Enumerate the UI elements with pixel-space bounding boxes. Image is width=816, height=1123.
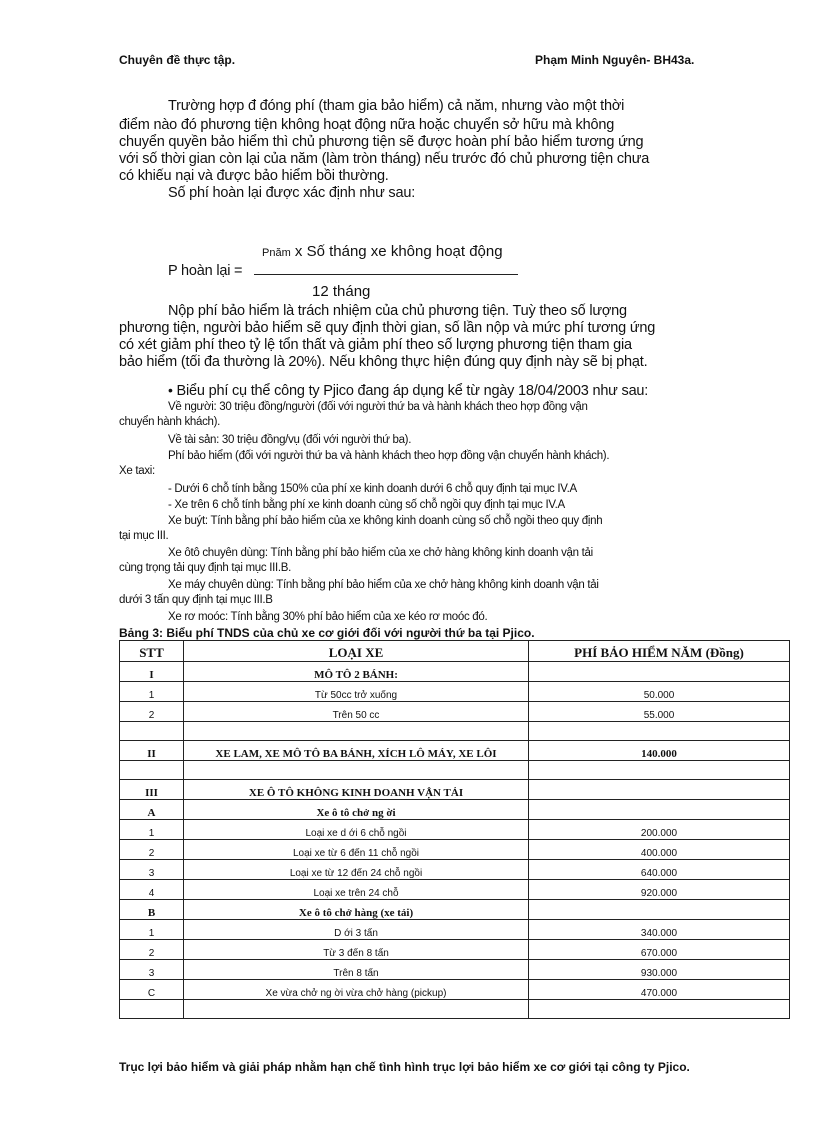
table-row (120, 722, 790, 741)
row-stt: 2 (120, 840, 184, 860)
table-row (120, 1000, 790, 1019)
formula-lhs: P hoàn lại = (168, 263, 243, 279)
table-row (120, 820, 790, 840)
footer-text: Trục lợi bảo hiểm và giải pháp nhằm hạn chế tình hình trục lợi bảo hiểm xe cơ giới tại công ty Pjico. (119, 1060, 690, 1074)
small-line: dưới 3 tấn quy định tại mục III.B (119, 594, 273, 606)
row-fee (529, 761, 790, 780)
row-fee (529, 722, 790, 741)
row-stt: 2 (120, 702, 184, 722)
formula-numerator: Pnăm x Số tháng xe không hoạt động (262, 243, 503, 260)
row-stt: 1 (120, 920, 184, 940)
table-row (120, 702, 790, 722)
row-vehicle-type: Loại xe d ới 6 chỗ ngồi (184, 820, 529, 840)
row-vehicle-type: Trên 8 tấn (184, 960, 529, 980)
row-vehicle-type: Từ 3 đến 8 tấn (184, 940, 529, 960)
row-fee: 400.000 (529, 840, 790, 860)
row-fee (529, 800, 790, 820)
row-vehicle-type: Xe ô tô chở ng ời (184, 800, 529, 820)
small-line: Về tài sản: 30 triệu đồng/vụ (đối với người thứ ba). (168, 434, 412, 446)
row-stt: 4 (120, 880, 184, 900)
row-stt: I (120, 662, 184, 682)
bullet-item: • Biểu phí cụ thể công ty Pjico đang áp dụng kể từ ngày 18/04/2003 như sau: (168, 382, 649, 399)
table-row (120, 920, 790, 940)
p2-line: Số phí hoàn lại được xác định như sau: (168, 185, 416, 201)
small-line: Về người: 30 triệu đồng/người (đối với người thứ ba và hành khách theo hợp đồng vận (168, 401, 588, 413)
row-vehicle-type: Loại xe trên 24 chỗ (184, 880, 529, 900)
small-line: tại mục III. (119, 530, 169, 542)
small-line: Xe máy chuyên dùng: Tính bằng phí bảo hiểm của xe chở hàng không kinh doanh vận tải (168, 579, 599, 591)
formula-numerator-sub: Pnăm (262, 247, 291, 259)
row-stt: A (120, 800, 184, 820)
row-fee: 920.000 (529, 880, 790, 900)
header-right: Phạm Minh Nguyên- BH43a. (535, 53, 695, 67)
row-vehicle-type: Xe ô tô chở hàng (xe tải) (184, 900, 529, 920)
row-stt: 2 (120, 940, 184, 960)
table-row (120, 940, 790, 960)
table-row (120, 980, 790, 1000)
p3-line: bảo hiểm (tối đa thường là 20%). Nếu không thực hiện đúng quy định này sẽ bị phạt. (119, 354, 648, 370)
p3-line: có xét giảm phí theo tỷ lệ tổn thất và giảm phí theo số lượng phương tiện tham gia (119, 337, 632, 353)
p1-line: điểm nào đó phương tiện không hoạt động nữa hoặc chuyển sở hữu mà không (119, 117, 615, 133)
table-row (120, 860, 790, 880)
row-fee: 50.000 (529, 682, 790, 702)
p1-line: chuyển quyền bảo hiểm thì chủ phương tiện sẽ được hoàn phí bảo hiểm tương ứng (119, 134, 644, 150)
p1-line: có khiếu nại và được bảo hiểm bồi thường. (119, 168, 389, 184)
header-stt: STT (120, 641, 184, 662)
small-line: - Xe trên 6 chỗ tính bằng phí xe kinh doanh cùng số chỗ ngồi quy định tại mục IV.A (168, 499, 565, 511)
row-fee (529, 780, 790, 800)
row-vehicle-type: D ới 3 tấn (184, 920, 529, 940)
table-row (120, 761, 790, 780)
table-row (120, 880, 790, 900)
row-stt (120, 1000, 184, 1019)
header-vehicle-type: LOẠI XE (184, 641, 529, 662)
small-line: Phí bảo hiểm (đối với người thứ ba và hành khách theo hợp đồng vận chuyển hành khách). (168, 450, 610, 462)
small-line: - Dưới 6 chỗ tính bằng 150% của phí xe kinh doanh dưới 6 chỗ quy định tại mục IV.A (168, 483, 577, 495)
table-row (120, 840, 790, 860)
row-stt: 1 (120, 682, 184, 702)
row-vehicle-type: Loại xe từ 12 đến 24 chỗ ngồi (184, 860, 529, 880)
table-row (120, 682, 790, 702)
row-vehicle-type: Từ 50cc trở xuống (184, 682, 529, 702)
row-stt: C (120, 980, 184, 1000)
row-vehicle-type: MÔ TÔ 2 BÁNH: (184, 662, 529, 682)
row-fee: 640.000 (529, 860, 790, 880)
row-fee: 930.000 (529, 960, 790, 980)
row-fee: 340.000 (529, 920, 790, 940)
bullet-dot-icon: • (168, 382, 173, 398)
row-stt: 3 (120, 860, 184, 880)
row-fee (529, 900, 790, 920)
row-fee: 470.000 (529, 980, 790, 1000)
table-header-row (120, 641, 790, 662)
row-stt (120, 761, 184, 780)
row-vehicle-type (184, 761, 529, 780)
table-row (120, 662, 790, 682)
table-row (120, 960, 790, 980)
row-vehicle-type: XE LAM, XE MÔ TÔ BA BÁNH, XÍCH LÔ MÁY, XE LÔI (184, 741, 529, 761)
table-row (120, 800, 790, 820)
small-line: chuyển hành khách). (119, 416, 221, 428)
row-fee (529, 662, 790, 682)
row-vehicle-type: XE Ô TÔ KHÔNG KINH DOANH VẬN TẢI (184, 780, 529, 800)
row-vehicle-type: Loại xe từ 6 đến 11 chỗ ngồi (184, 840, 529, 860)
p3-line: phương tiện, người bảo hiểm sẽ quy định thời gian, số lần nộp và mức phí tương ứng (119, 320, 656, 336)
table-row (120, 900, 790, 920)
row-fee (529, 1000, 790, 1019)
row-vehicle-type (184, 722, 529, 741)
p1-line: với số thời gian còn lại của năm (làm tròn tháng) nếu trước đó chủ phương tiện chưa (119, 151, 650, 167)
row-stt: II (120, 741, 184, 761)
row-vehicle-type: Xe vừa chở ng ời vừa chở hàng (pickup) (184, 980, 529, 1000)
formula-denominator: 12 tháng (312, 283, 371, 300)
small-line: Xe rơ moóc: Tính bằng 30% phí bảo hiểm của xe kéo rơ moóc đó. (168, 611, 488, 623)
table-row (120, 780, 790, 800)
row-fee: 140.000 (529, 741, 790, 761)
row-stt: B (120, 900, 184, 920)
header-annual-premium: PHÍ BẢO HIỂM NĂM (Đồng) (529, 641, 790, 662)
row-fee: 200.000 (529, 820, 790, 840)
row-vehicle-type: Trên 50 cc (184, 702, 529, 722)
small-line: Xe taxi: (119, 465, 155, 477)
table-row (120, 741, 790, 761)
row-vehicle-type (184, 1000, 529, 1019)
table-caption: Bảng 3: Biểu phí TNDS của chủ xe cơ giới đối với người thứ ba tại Pjico. (119, 626, 535, 640)
row-fee: 55.000 (529, 702, 790, 722)
fraction-line (254, 274, 518, 275)
small-line: Xe buýt: Tính bằng phí bảo hiểm của xe không kinh doanh cùng số chỗ ngồi theo quy định (168, 515, 603, 527)
small-line: Xe ôtô chuyên dùng: Tính bằng phí bảo hiểm của xe chở hàng không kinh doanh vận tải (168, 547, 593, 559)
header-left: Chuyên đề thực tập. (119, 53, 236, 67)
p1-line: Trường hợp đ đóng phí (tham gia bảo hiểm) cả năm, nhưng vào một thời (168, 98, 625, 114)
row-stt: 3 (120, 960, 184, 980)
small-line: cùng trọng tải quy định tại mục III.B. (119, 562, 292, 574)
row-stt: III (120, 780, 184, 800)
row-stt (120, 722, 184, 741)
row-stt: 1 (120, 820, 184, 840)
row-fee: 670.000 (529, 940, 790, 960)
premium-table (119, 640, 790, 1019)
p3-line: Nộp phí bảo hiểm là trách nhiệm của chủ phương tiện. Tuỳ theo số lượng (168, 303, 627, 319)
